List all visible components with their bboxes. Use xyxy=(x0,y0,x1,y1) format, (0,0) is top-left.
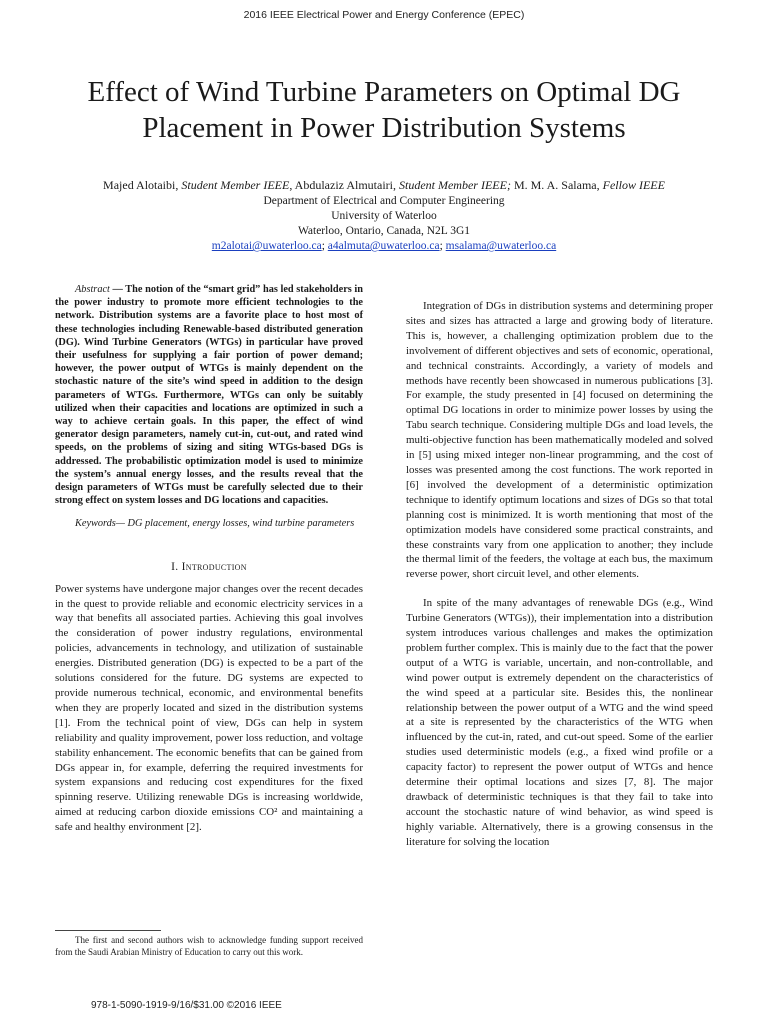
footnote-rule xyxy=(55,930,161,931)
keywords: Keywords— DG placement, energy losses, wind turbine parameters xyxy=(75,518,355,530)
paper-title xyxy=(40,74,728,146)
body-paragraph: Integration of DGs in distribution systems and determining proper sites and sizes has attracted a large and growing body of literature. This is, however, a challenging optimization problem due to the involvement of different objectives and sets of economic, operational, and technical constraints. Accordingly, a variety of models and methods have recently been showcased in numerous publications [3]. For example, the study presented in [4] focused on determining the optimal DG locations in order to minimize power losses by using the Tabu search technique. Considering multiple DGs and load levels, the multi-objective function has been mathematically modeled and solved in [5] using mixed integer non-linear programming, and the cost of losses was presented among the cost functions. The work reported in [6] involved the development of a deterministic optimization technique to identify optimum locations and sizes of DGs so that total planning cost is minimized. It is worth mentioning that most of the optimization models have considered some practical constraints, and these constraints vary from one application to another; they include the thermal limit of the feeders, the voltage at each bus, the maximum reverse power, short circuit level, and other elements. xyxy=(406,300,713,581)
conference-header: 2016 IEEE Electrical Power and Energy Conference (EPEC) xyxy=(243,9,525,21)
left-column xyxy=(55,283,363,835)
title-line-1: Effect of Wind Turbine Parameters on Optimal DG xyxy=(87,76,681,108)
email-link[interactable]: m2alotai@uwaterloo.ca xyxy=(211,240,322,252)
affiliation-block xyxy=(20,194,748,254)
email-link[interactable]: msalama@uwaterloo.ca xyxy=(445,240,557,252)
author-name: M. M. A. Salama xyxy=(513,178,597,192)
intro-paragraph: Power systems have undergone major changes over the recent decades in the quest to provide reliable and economic electricity services in a way that benefits all associated parties. Achieving this goal involves the consideration of power industry regulations, environmental policies, advancements in technology, and utilization of sustainable energies. Distributed generation (DG) is expected to be a part of the solutions considered for the future. DG systems are expected to provide numerous technical, economic, and environmental benefits when they are properly located and sized in the distribution systems [1]. From the technical point of view, DGs can help in system reliability and quality improvement, power loss reduction, and voltage stability enhancement. The economic benefits that can be gained from DGs appear in, for example, deferring the required investments for system expansions and reducing cost expenditures for the fixed spinning reserve. Utilizing renewable DGs is increasing worldwide, aimed at reducing carbon dioxide emissions CO² and maintaining a safe and healthy environment [2]. xyxy=(55,582,363,834)
abstract-label: Abstract xyxy=(75,284,110,295)
author-list: Majed Alotaibi, Student Member IEEE, Abdulaziz Almutairi, Student Member IEEE; M. M. A. Salama, Fellow IEEE xyxy=(103,178,665,192)
author-role: Student Member IEEE; xyxy=(398,178,511,192)
email-list: m2alotai@uwaterloo.ca; a4almuta@uwaterloo.ca; msalama@uwaterloo.ca xyxy=(211,240,557,252)
author-role: Student Member IEEE xyxy=(181,178,290,192)
footnote: The first and second authors wish to acknowledge funding support received from the Saudi Arabian Ministry of Education to carry out this work. xyxy=(55,935,363,957)
page-footer: 978-1-5090-1919-9/16/$31.00 ©2016 IEEE xyxy=(91,1000,282,1011)
author-role: Fellow IEEE xyxy=(602,178,665,192)
author-name: Abdulaziz Almutairi xyxy=(294,178,393,192)
body-paragraph: In spite of the many advantages of renewable DGs (e.g., Wind Turbine Generators (WTGs)), their implementation into a distribution system introduces various challenges and makes the optimization problem further complex. This is mainly due to the fact that the power output of a WTG is variable, uncertain, and non-controllable, and wind power output is extremely dependent on the characteristics of the wind speed at a particular site. Besides this, the nonlinear relationship between the power output of a WTG and the wind speed at a site is represented by the characteristics of the WTG when influenced by the cut-in, rated, and cut-out speed. Some of the earlier studies used deterministic models (e.g., a fixed wind profile or a capacity factor) to represent the power output of WTGs and hence determine their optimal locations and sizes [7, 8]. The major drawback of deterministic techniques is that they fail to take into account the stochastic nature of wind behavior, as wind speed is highly variable. Alternatively, there is a growing consensus in the literature for solving the location xyxy=(406,597,713,848)
affiliation-university: University of Waterloo xyxy=(331,210,437,222)
affiliation-address: Waterloo, Ontario, Canada, N2L 3G1 xyxy=(297,225,471,237)
abstract-text: — The notion of the “smart grid” has led stakeholders in the power industry to promote more efficient technologies to the network. Distribution systems are a favorite place to host most of these technologies including Renewable-based distributed generation (DG). Wind Turbine Generators (WTGs) in particular have proved their usefulness for supplying a fair portion of power demand; however, the power output of WTGs is mainly dependent on the stochastic nature of the site’s wind speed in addition to the design parameters of WTGs. Furthermore, WTGs can only be suitably utilized when their capacities and locations are optimized in such a way to achieve certain goals. In this paper, the effect of wind generator design parameters, namely cut-in, cut-out, and rated wind speeds, on the problems of sizing and siting WTGs-based DGs is addressed. The probabilistic optimization model is used to minimize the system’s annual energy losses, and the results reveal that the design parameters of WTGs must be carefully selected due to their strong effect on system losses and DG locations and capacities. xyxy=(55,284,363,507)
author-name: Majed Alotaibi xyxy=(103,178,176,192)
title-line-2: Placement in Power Distribution Systems xyxy=(142,112,626,144)
abstract xyxy=(55,283,363,507)
section-heading-introduction: I. Introduction xyxy=(171,560,247,573)
affiliation-department: Department of Electrical and Computer Engineering xyxy=(263,195,505,207)
email-link[interactable]: a4almuta@uwaterloo.ca xyxy=(327,240,440,252)
right-column xyxy=(406,299,713,850)
